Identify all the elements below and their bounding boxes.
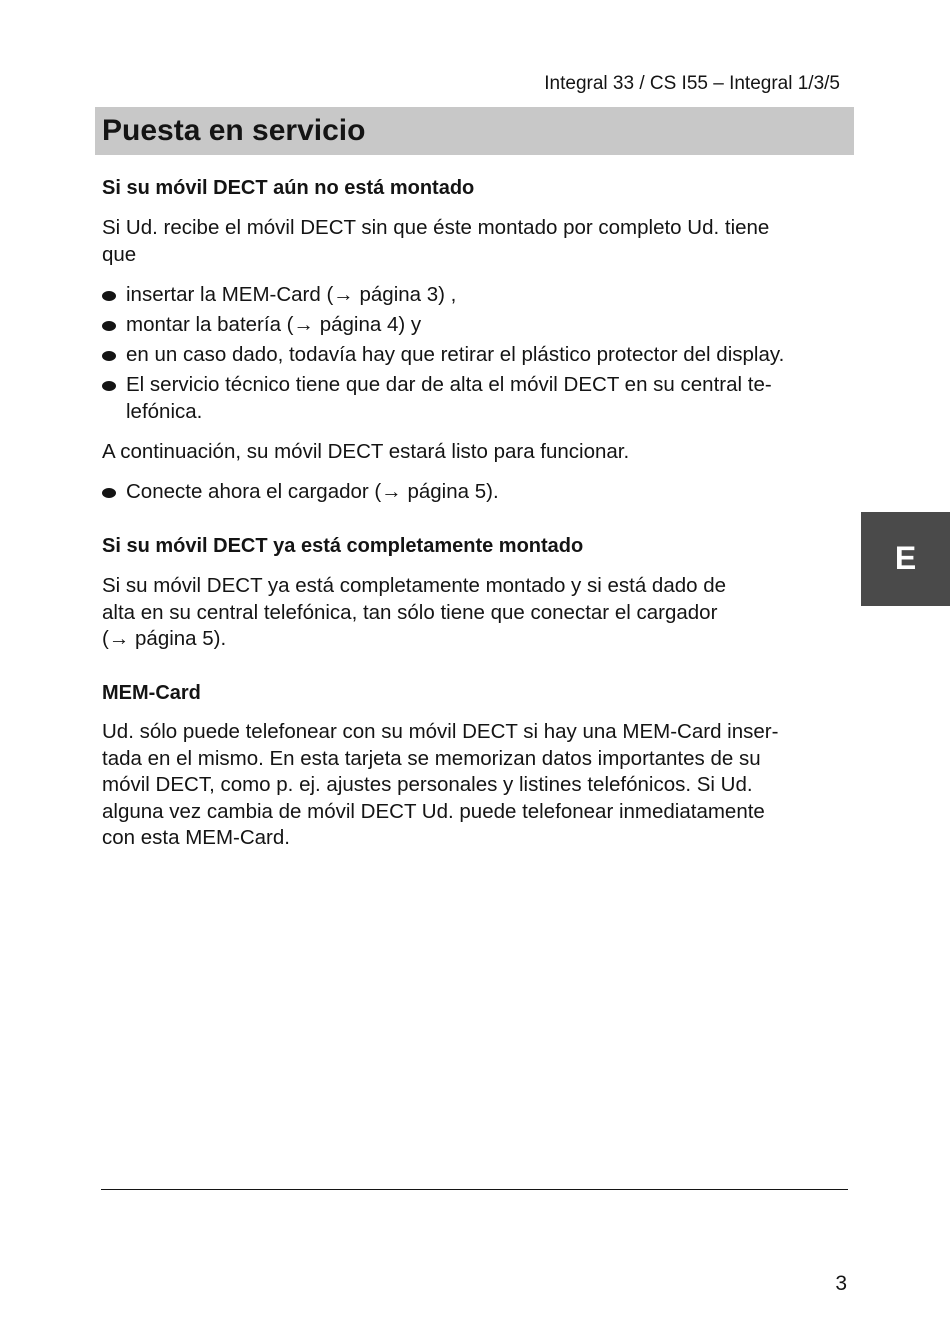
footer-divider bbox=[101, 1189, 848, 1190]
section2-body bbox=[102, 573, 847, 653]
section1-bullet-list bbox=[102, 282, 847, 429]
list-item bbox=[102, 342, 847, 369]
section1-intro-line: que bbox=[102, 242, 137, 266]
section3-body bbox=[102, 719, 847, 852]
section1-conclusion bbox=[102, 439, 847, 466]
list-item bbox=[102, 282, 847, 309]
section2-line: (→ página 5). bbox=[102, 627, 227, 650]
list-item bbox=[102, 479, 847, 506]
bullet-icon bbox=[102, 351, 116, 361]
list-item-text: montar la batería (→ página 4) y bbox=[126, 313, 422, 336]
language-side-tab bbox=[861, 512, 950, 606]
list-item-text: lefónica. bbox=[126, 399, 203, 423]
bullet-icon bbox=[102, 321, 116, 331]
header-product-reference: Integral 33 / CS I55 – Integral 1/3/5 bbox=[544, 73, 840, 94]
section1-final-bullet-list bbox=[102, 479, 847, 509]
language-tab-letter: E bbox=[894, 540, 917, 576]
section1-intro bbox=[102, 215, 847, 268]
page-title: Puesta en servicio bbox=[102, 114, 366, 147]
list-item-text: Conecte ahora el cargador (→ página 5). bbox=[126, 480, 499, 503]
section-heading-not-assembled: Si su móvil DECT aún no está montado bbox=[102, 177, 475, 199]
section3-line: con esta MEM-Card. bbox=[102, 826, 290, 849]
list-item bbox=[102, 312, 847, 339]
bullet-icon bbox=[102, 291, 116, 301]
list-item bbox=[102, 372, 847, 425]
section3-line: Ud. sólo puede telefonear con su móvil DECT si hay una MEM-Card inser- bbox=[102, 720, 779, 743]
list-item-text: insertar la MEM-Card (→ página 3) , bbox=[126, 283, 457, 306]
section1-conclusion-line: A continuación, su móvil DECT estará listo para funcionar. bbox=[102, 440, 630, 463]
section2-line: alta en su central telefónica, tan sólo tiene que conectar el cargador bbox=[102, 600, 718, 624]
list-item-text: en un caso dado, todavía hay que retirar el plástico protector del display. bbox=[126, 343, 785, 366]
title-bar bbox=[95, 107, 854, 155]
list-item-text: El servicio técnico tiene que dar de alta el móvil DECT en su central te- bbox=[126, 373, 772, 396]
section3-line: tada en el mismo. En esta tarjeta se memorizan datos importantes de su bbox=[102, 746, 761, 770]
section3-line: alguna vez cambia de móvil DECT Ud. puede telefonear inmediatamente bbox=[102, 799, 765, 823]
bullet-icon bbox=[102, 488, 116, 498]
section1-intro-line: Si Ud. recibe el móvil DECT sin que éste montado por completo Ud. tiene bbox=[102, 216, 770, 239]
section2-line: Si su móvil DECT ya está completamente montado y si está dado de bbox=[102, 574, 727, 597]
section-heading-fully-assembled: Si su móvil DECT ya está completamente montado bbox=[102, 535, 584, 557]
section-heading-mem-card: MEM-Card bbox=[102, 682, 201, 704]
bullet-icon bbox=[102, 381, 116, 391]
page-number: 3 bbox=[835, 1272, 847, 1295]
section3-line: móvil DECT, como p. ej. ajustes personales y listines telefónicos. Si Ud. bbox=[102, 773, 753, 796]
